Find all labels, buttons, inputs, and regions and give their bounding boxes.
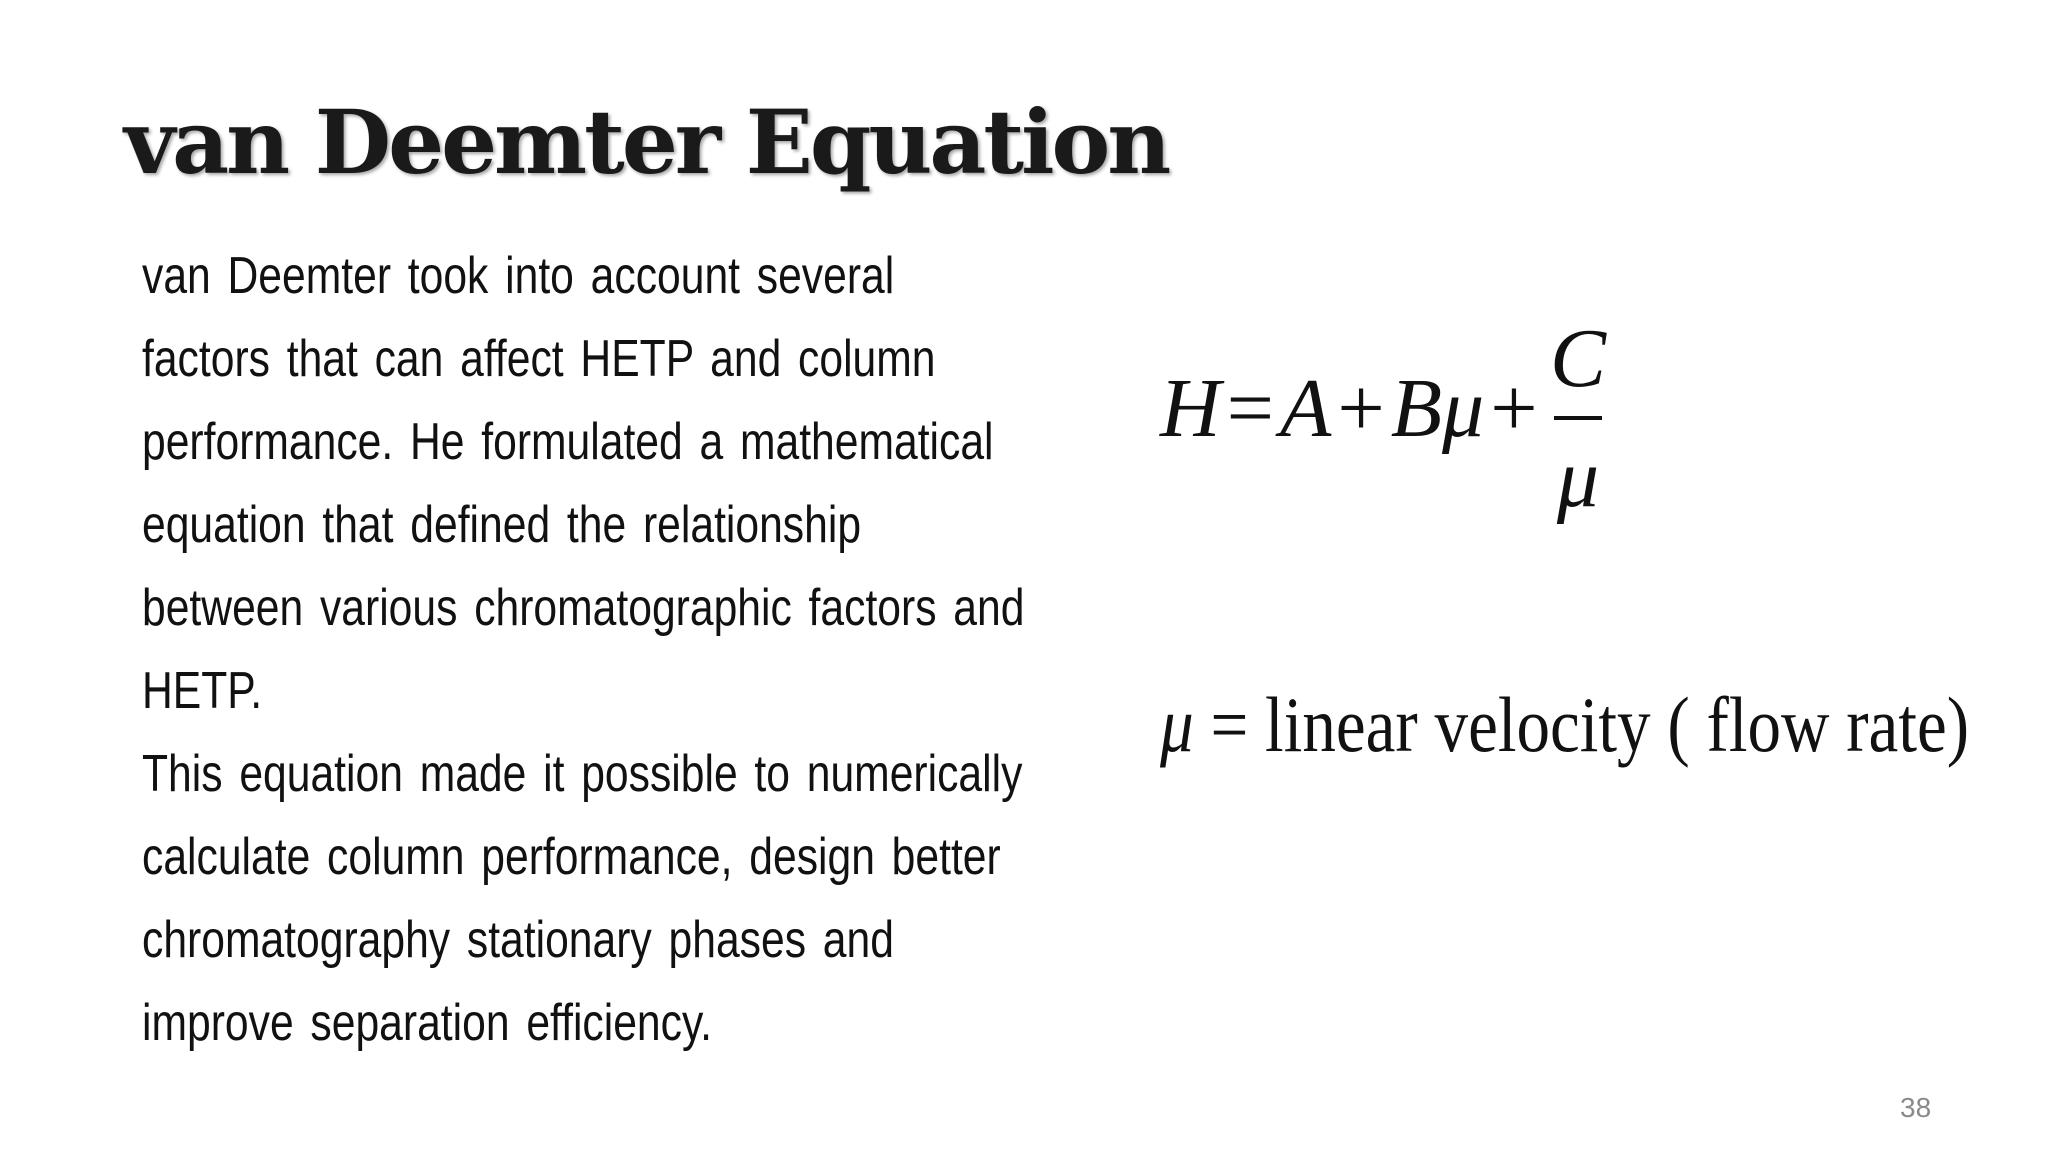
body-line: between various chromatographic factors and xyxy=(142,579,1025,637)
definition-equals: = xyxy=(1210,681,1249,768)
body-line: chromatography stationary phases and xyxy=(142,911,894,969)
van-deemter-equation xyxy=(1160,312,1640,540)
equation-plus: + xyxy=(1490,362,1538,455)
body-text xyxy=(142,235,1082,1065)
equation-equals: = xyxy=(1226,362,1275,455)
body-line: HETP. xyxy=(142,662,263,720)
fraction-denominator: μ xyxy=(1556,432,1600,525)
body-line: equation that defined the relationship xyxy=(142,496,862,554)
equation-terms xyxy=(1160,360,1544,457)
fraction-bar xyxy=(1554,416,1602,420)
definition-text: linear velocity ( flow rate) xyxy=(1265,681,1970,768)
definition-symbol: μ xyxy=(1160,681,1194,768)
equation-mu: μ xyxy=(1442,362,1485,455)
equation-a: A xyxy=(1280,362,1332,455)
body-line: improve separation efficiency. xyxy=(142,994,712,1052)
mu-definition xyxy=(1160,680,1969,770)
body-line: This equation made it possible to numerically xyxy=(142,745,1023,803)
body-line: van Deemter took into account several xyxy=(142,247,895,305)
equation-h: H xyxy=(1160,362,1221,455)
equation-b: B xyxy=(1390,362,1443,455)
body-line: factors that can affect HETP and column xyxy=(142,330,936,388)
fraction-numerator: C xyxy=(1549,312,1607,405)
equation-plus: + xyxy=(1337,362,1385,455)
body-line: performance. He formulated a mathematical xyxy=(142,413,994,471)
page-number: 38 xyxy=(1900,1092,1932,1123)
slide-title: van Deemter Equation xyxy=(124,90,1169,194)
body-line: calculate column performance, design better xyxy=(142,828,1001,886)
